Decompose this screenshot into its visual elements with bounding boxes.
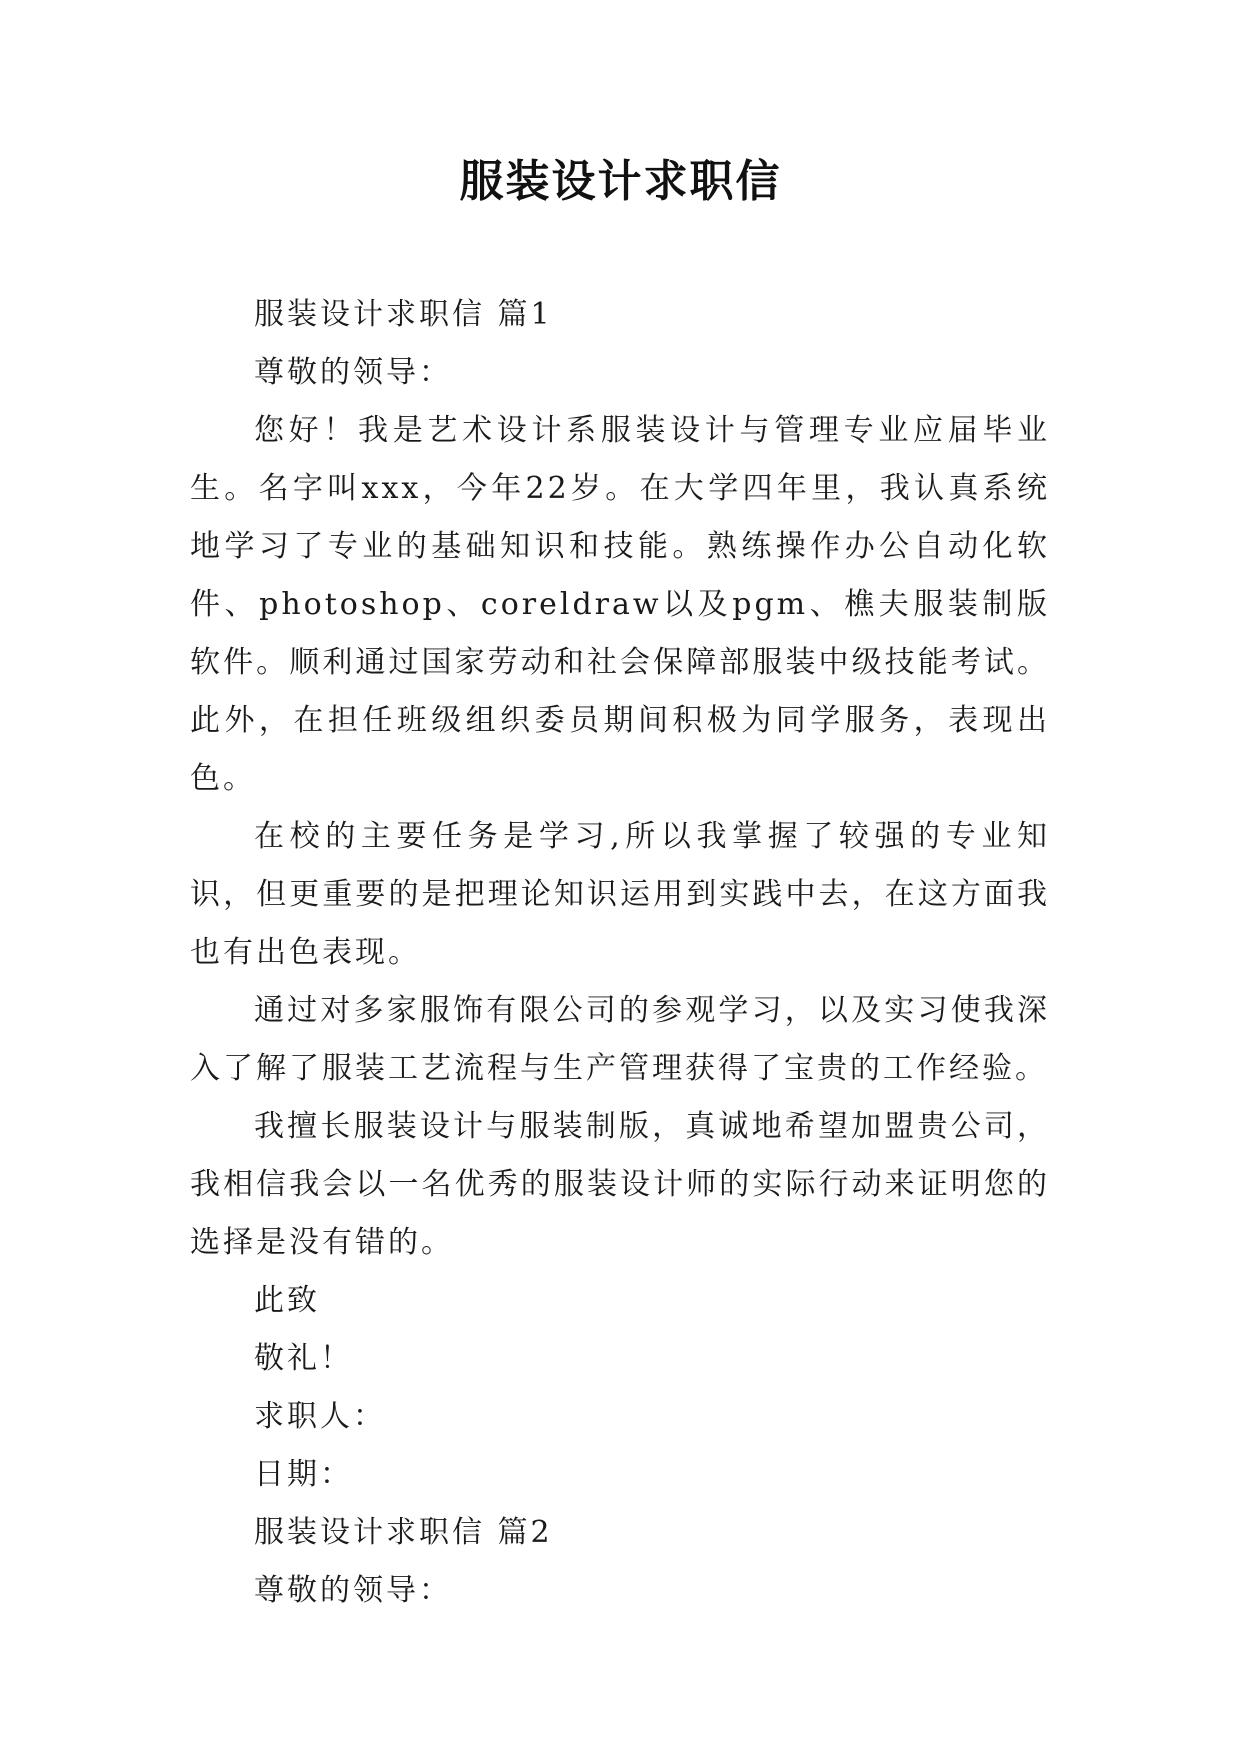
date-label: 日期： xyxy=(254,1457,353,1492)
document-body xyxy=(190,286,1050,1620)
body-paragraph-intro: 您好！我是艺术设计系服装设计与管理专业应届毕业生。名字叫xxx，今年22岁。在大学四年里，我认真系统地学习了专业的基础知识和技能。熟练操作办公自动化软件、photoshop、coreldraw以及pgm、樵夫服装制版软件。顺利通过国家劳动和社会保障部服装中级技能考试。此外，在担任班级组织委员期间积极为同学服务，表现出色。 xyxy=(190,413,1050,796)
salutation-2: 尊敬的领导： xyxy=(254,1573,452,1608)
body-paragraph-study: 在校的主要任务是学习,所以我掌握了较强的专业知识，但更重要的是把理论知识运用到实践中去，在这方面我也有出色表现。 xyxy=(190,819,1050,970)
body-paragraph-closing: 我擅长服装设计与服装制版，真诚地希望加盟贵公司，我相信我会以一名优秀的服装设计师的实际行动来证明您的选择是没有错的。 xyxy=(190,1109,1050,1260)
applicant-label: 求职人： xyxy=(254,1399,386,1434)
salutation: 尊敬的领导： xyxy=(254,355,452,390)
section-heading-2: 服装设计求职信 篇2 xyxy=(254,1515,553,1550)
body-paragraph-internship: 通过对多家服饰有限公司的参观学习，以及实习使我深入了解了服装工艺流程与生产管理获得了宝贵的工作经验。 xyxy=(190,993,1050,1086)
document-title: 服装设计求职信 xyxy=(459,156,782,207)
closing-regards: 敬礼！ xyxy=(254,1341,353,1376)
section-heading-1: 服装设计求职信 篇1 xyxy=(254,297,553,332)
closing-phrase: 此致 xyxy=(254,1283,320,1318)
